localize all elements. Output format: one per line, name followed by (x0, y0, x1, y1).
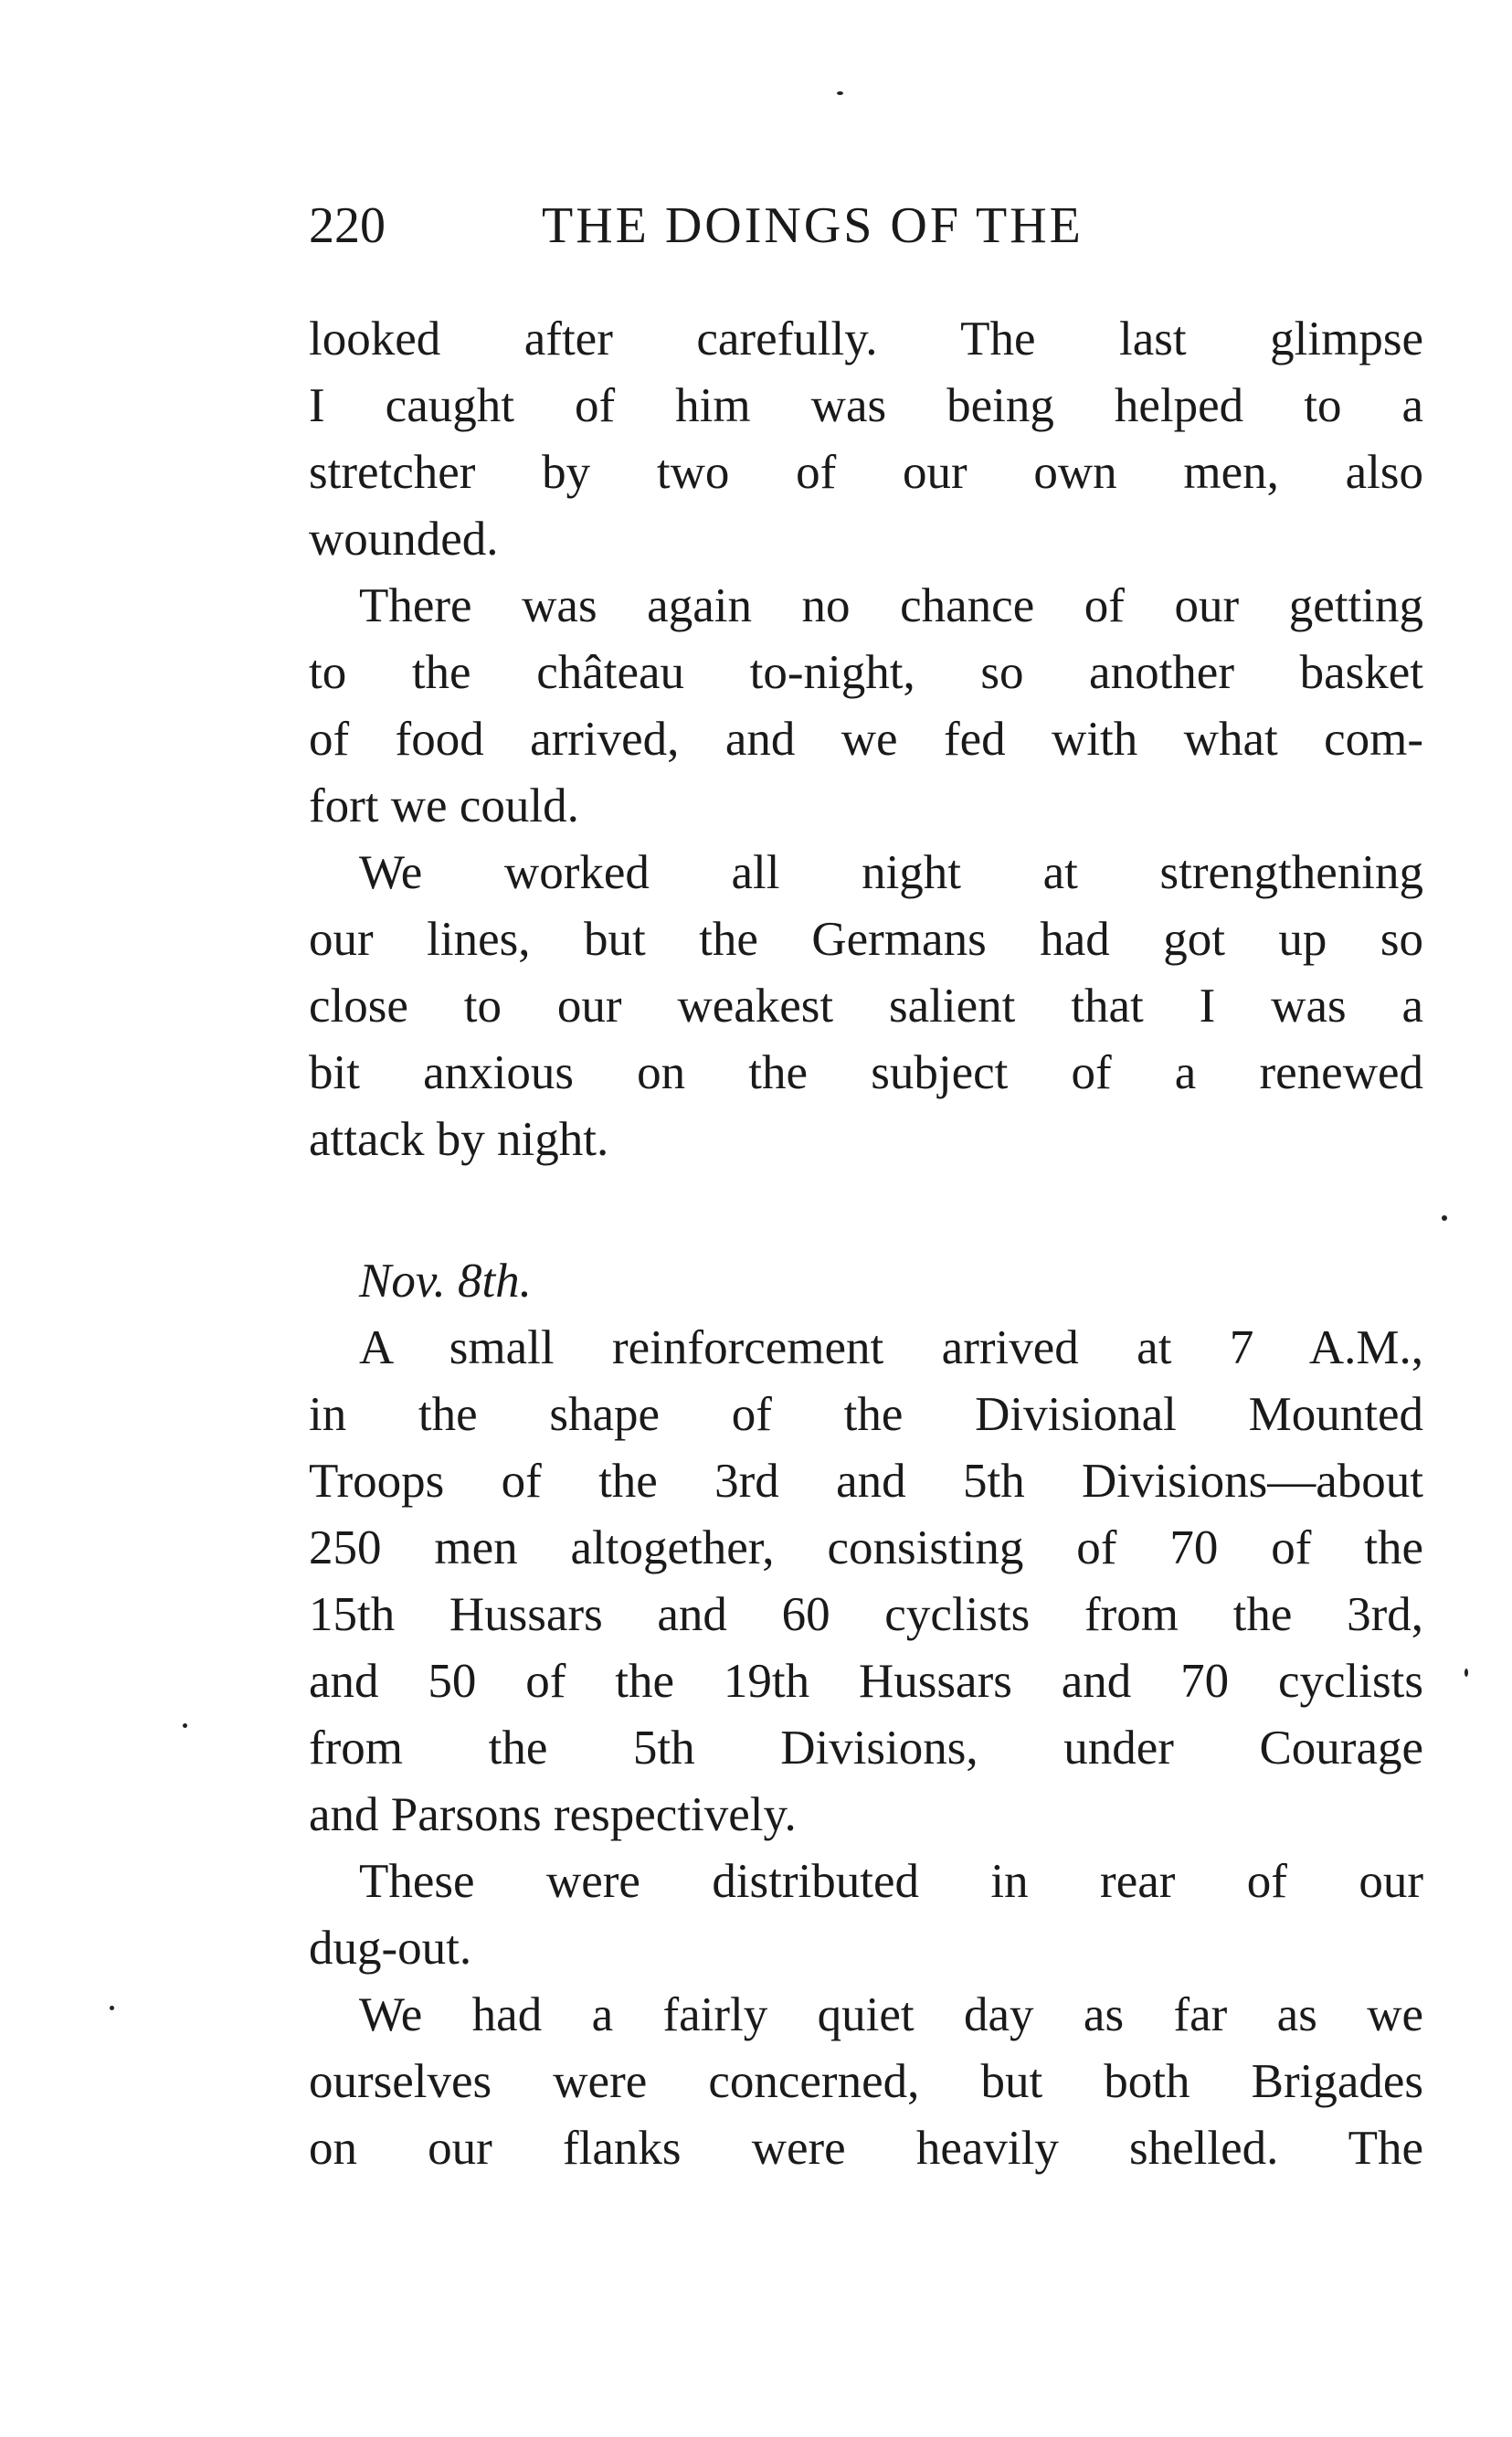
text-line: and Parsons respectively. (309, 1788, 797, 1841)
text-line: dug-out. (309, 1922, 472, 1975)
text-line: from the 5th Divisions, under Courage (309, 1722, 1423, 1775)
scan-speck (837, 91, 843, 95)
scan-speck (183, 1723, 187, 1728)
text-line: We worked all night at strengthening (359, 846, 1423, 899)
dateline: Nov. 8th. (359, 1255, 532, 1308)
text-line: fort we could. (309, 779, 579, 832)
text-line: These were distributed in rear of our (359, 1855, 1423, 1908)
scan-speck (1464, 1669, 1468, 1677)
text-line: wounded. (309, 513, 499, 566)
text-line: to the château to-night, so another basket (309, 646, 1423, 699)
page-header (309, 194, 1423, 258)
text-line: A small reinforcement arrived at 7 A.M., (359, 1321, 1423, 1374)
text-line: ourselves were concerned, but both Brigades (309, 2055, 1423, 2108)
page-number: 220 (309, 197, 386, 254)
text-line: looked after carefully. The last glimpse (309, 313, 1423, 366)
text-line: There was again no chance of our getting (359, 579, 1423, 632)
text-line: and 50 of the 19th Hussars and 70 cyclists (309, 1655, 1423, 1708)
running-head: THE DOINGS OF THE (542, 197, 1084, 254)
text-line: in the shape of the Divisional Mounted (309, 1388, 1423, 1441)
text-line: of food arrived, and we fed with what com- (309, 713, 1423, 766)
text-line: our lines, but the Germans had got up so (309, 913, 1423, 966)
text-line: bit anxious on the subject of a renewed (309, 1046, 1423, 1099)
text-line: 250 men altogether, consisting of 70 of the (309, 1521, 1423, 1574)
text-line: I caught of him was being helped to a (309, 379, 1423, 432)
text-line: 15th Hussars and 60 cyclists from the 3rd, (309, 1588, 1423, 1641)
text-line: close to our weakest salient that I was a (309, 980, 1423, 1033)
text-line: on our flanks were heavily shelled. The (309, 2122, 1423, 2175)
text-line: attack by night. (309, 1113, 609, 1166)
text-line: We had a fairly quiet day as far as we (359, 1988, 1423, 2041)
text-line: Troops of the 3rd and 5th Divisions—about (309, 1455, 1423, 1508)
scan-speck (1442, 1215, 1447, 1221)
scan-speck (110, 2006, 114, 2010)
text-line: stretcher by two of our own men, also (309, 446, 1423, 499)
